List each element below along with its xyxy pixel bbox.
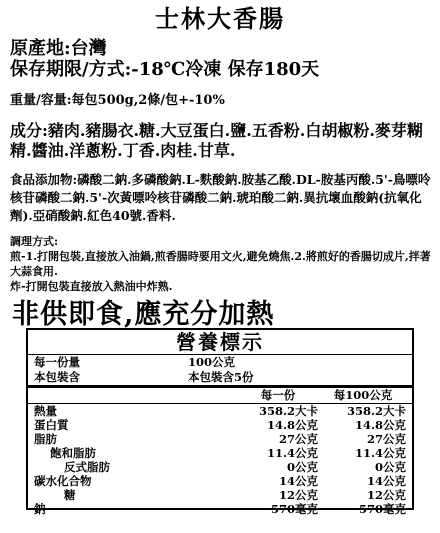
nutrient-per-serving: 12公克 [278,488,318,502]
cooking-step-deep-fry: 炸-打開包裝直接放入熱油中炸熟. [10,280,173,293]
nutrient-per-serving: 14.8公克 [266,418,318,432]
nutrient-per-serving: 570毫克 [270,502,318,516]
nutrient-row [28,474,412,488]
nutrient-per-serving: 0公克 [286,460,318,474]
column-per-serving: 每一份 [260,388,296,402]
nutrient-row [28,488,412,502]
nutrient-name: 蛋白質 [34,418,69,432]
nutrient-name: 熱量 [34,404,57,418]
nutrient-per-100g: 27公克 [366,432,406,446]
weight-line: 重量/容量:每包500g,2條/包+-10% [10,93,225,108]
origin-line: 原產地:台灣 [10,38,107,59]
servings-row [28,370,412,388]
nutrient-per-100g: 0公克 [374,460,406,474]
additives-text: 食品添加物:磷酸二鈉.多磷酸鈉.L-麩酸鈉.胺基乙酸.DL-胺基丙酸.5'-鳥嘌呤核苷磷酸二鈉.5'-次黃嘌呤核苷磷酸二鈉.琥珀酸二鈉.異抗壞血酸鈉(抗氧化劑).亞硝酸鈉.紅色40號.香料. [10,172,431,223]
nutrition-table [26,328,414,516]
column-per-100g: 每100公克 [333,388,393,402]
nutrient-per-serving: 14公克 [278,474,318,488]
nutrient-per-serving: 358.2大卡 [258,404,318,418]
nutrient-name: 脂肪 [34,432,57,446]
nutrition-column-headers [28,388,412,404]
nutrition-title: 營養標示 [28,330,412,355]
product-title: 士林大香腸 [155,4,285,33]
nutrient-row [28,446,412,460]
cooking-step-fry: 煎-1.打開包裝,直接放入油鍋,煎香腸時要用文火,避免燒焦.2.將煎好的香腸切成片,拌著大蒜食用. [10,250,431,278]
cooking-instructions [10,234,432,294]
nutrient-per-100g: 570毫克 [358,502,406,516]
cooking-heading: 調理方式: [10,235,59,248]
nutrient-row [28,404,412,418]
ingredients-text: 成分:豬肉.豬腸衣.糖.大豆蛋白.鹽.五香粉.白胡椒粉.麥芽糊精.醬油.洋蔥粉.丁香.肉桂.甘草. [10,121,423,160]
nutrient-name: 飽和脂肪 [50,446,96,460]
serving-size-label: 每一份量 [34,355,80,369]
serving-size-value: 100公克 [188,355,236,369]
nutrient-per-serving: 27公克 [278,432,318,446]
nutrient-per-serving: 11.4公克 [266,446,318,460]
nutrient-per-100g: 12公克 [366,488,406,502]
servings-label: 本包裝含 [34,370,80,384]
servings-value: 本包裝含5份 [188,370,254,384]
nutrient-name: 反式脂肪 [64,460,110,474]
warning-banner: 非供即食,應充分加熱 [12,299,275,330]
nutrient-name: 碳水化合物 [34,474,92,488]
nutrient-row [28,418,412,432]
nutrient-row [28,432,412,446]
nutrient-per-100g: 358.2大卡 [346,404,406,418]
storage-line: 保存期限/方式:-18℃冷凍 保存180天 [10,59,320,80]
nutrient-per-100g: 14.8公克 [354,418,406,432]
nutrient-per-100g: 11.4公克 [354,446,406,460]
nutrient-name: 鈉 [34,502,46,516]
serving-size-row [28,355,412,370]
nutrient-row [28,502,412,516]
nutrient-rows [28,404,412,516]
nutrient-name: 糖 [64,488,76,502]
nutrient-row [28,460,412,474]
nutrient-per-100g: 14公克 [366,474,406,488]
